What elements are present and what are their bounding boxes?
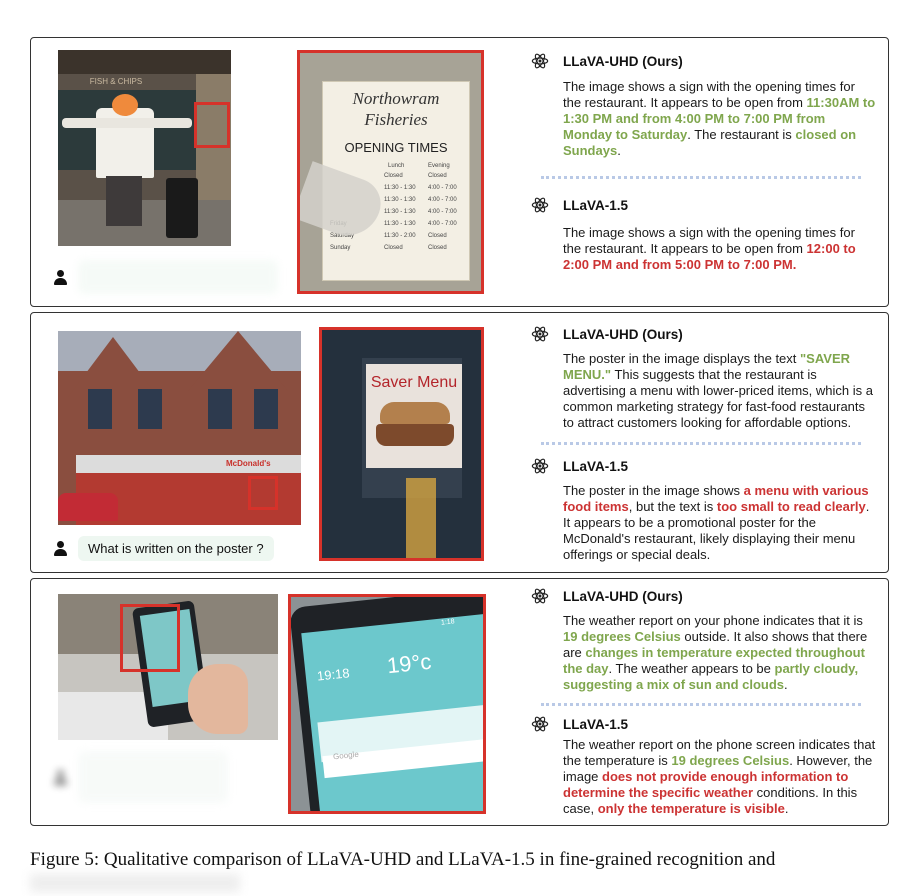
sign-cell: 11:30 - 2:00 <box>384 233 416 239</box>
question-row <box>53 536 274 561</box>
sign-cell: Closed <box>384 173 403 179</box>
correct-span: changes in temperature expected throughout the day <box>563 645 865 676</box>
zoomed-crop-opening-times <box>297 50 484 294</box>
correct-span: closed on Sundays <box>563 127 857 158</box>
sign-row <box>330 245 470 257</box>
answer-llava-uhd <box>531 585 876 693</box>
wrong-span: only the temperature is visible <box>597 801 785 816</box>
atom-icon <box>531 457 555 475</box>
sign-cell: Closed <box>428 173 447 179</box>
correct-span: "SAVER MENU." <box>563 351 851 382</box>
sign-cell: 11:30 - 1:30 <box>384 221 416 227</box>
question-bubble <box>78 751 228 803</box>
correct-span: 19 degrees Celsius <box>563 629 681 644</box>
model-name: LLaVA-1.5 <box>563 197 629 213</box>
user-icon <box>53 541 68 556</box>
status-time: 1:18 <box>440 618 455 627</box>
phone-search: Google <box>332 749 360 762</box>
answer-divider <box>541 703 861 706</box>
sign-cell: 4:00 - 7:00 <box>428 209 457 215</box>
correct-span: 11:30AM to 1:30 PM and from 4:00 PM to 7:00 PM from Monday to Saturday <box>563 95 876 142</box>
answer-llava-uhd <box>531 323 876 431</box>
source-image-fish-shop <box>58 50 231 246</box>
answer-text <box>563 483 876 563</box>
sign-col-evening: Evening <box>428 163 450 169</box>
atom-icon <box>531 196 555 214</box>
question-bubble <box>78 260 278 294</box>
text-span: The poster in the image displays the text <box>563 351 801 366</box>
sign-cell: 11:30 - 1:30 <box>384 197 416 203</box>
model-name: LLaVA-1.5 <box>563 458 629 474</box>
source-image-phone <box>58 594 278 740</box>
figure-caption: Figure 5: Qualitative comparison of LLaVA-UHD and LLaVA-1.5 in fine-grained recognition and <box>30 849 776 870</box>
wrong-span: 12:00 to 2:00 PM and from 5:00 PM to 7:00 PM. <box>563 241 856 272</box>
text-span: . However, the image <box>563 753 873 784</box>
caption-continuation <box>30 874 240 892</box>
user-icon <box>53 770 68 785</box>
answer-llava-uhd <box>531 50 876 159</box>
store-sign: McDonald's <box>226 459 271 468</box>
wrong-span: too small to read clearly <box>716 499 866 514</box>
text-span: , but the text is <box>628 499 717 514</box>
model-name: LLaVA-UHD (Ours) <box>563 53 683 69</box>
example-panel-1 <box>30 37 889 307</box>
sign-cell: Closed <box>384 245 403 251</box>
question-bubble: What is written on the poster ? <box>78 536 274 561</box>
text-span: conditions. In this case, <box>563 785 858 816</box>
sign-cell: Sunday <box>330 245 351 251</box>
answer-text <box>563 79 876 159</box>
answer-llava-1-5 <box>531 713 876 817</box>
shop-sign: FISH & CHIPS <box>89 77 143 86</box>
phone-time: 19:18 <box>316 665 351 684</box>
highlight-box <box>194 102 230 148</box>
wrong-span: a menu with various food items <box>563 483 869 514</box>
text-span: . <box>784 801 789 816</box>
zoomed-crop-poster <box>319 327 484 561</box>
text-span: The poster in the image shows <box>563 483 744 498</box>
zoomed-crop-weather <box>288 594 486 814</box>
sign-cell: 4:00 - 7:00 <box>428 197 457 203</box>
highlight-box <box>120 604 180 672</box>
answer-divider <box>541 442 861 445</box>
question-row <box>53 751 228 803</box>
example-panel-3 <box>30 578 889 826</box>
atom-icon <box>531 52 555 70</box>
example-panel-2 <box>30 312 889 573</box>
model-name: LLaVA-UHD (Ours) <box>563 588 683 604</box>
atom-icon <box>531 715 555 733</box>
text-span: . <box>617 143 621 158</box>
sign-col-lunch: Lunch <box>388 163 405 169</box>
answer-text <box>563 737 876 817</box>
text-span: The weather report on your phone indicates that it is <box>563 613 863 628</box>
correct-span: 19 degrees Celsius <box>671 753 790 768</box>
answer-llava-1-5 <box>531 194 876 273</box>
sign-cell: 4:00 - 7:00 <box>428 185 457 191</box>
sign-cell: 11:30 - 1:30 <box>384 185 416 191</box>
sign-heading: OPENING TIMES <box>344 140 448 155</box>
text-span: The image shows a sign with the opening times for the restaurant. It appears to be open from <box>563 79 855 110</box>
answer-divider <box>541 176 861 179</box>
text-span: The image shows a sign with the opening times for the restaurant. It appears to be open from <box>563 225 855 256</box>
model-name: LLaVA-UHD (Ours) <box>563 326 683 342</box>
text-span: . The restaurant is <box>687 127 796 142</box>
answer-llava-1-5 <box>531 455 876 563</box>
question-row <box>53 260 278 294</box>
model-name: LLaVA-1.5 <box>563 716 629 732</box>
answer-text <box>563 613 876 693</box>
sign-title-line2: Fisheries <box>364 110 428 129</box>
sign-cell: 11:30 - 1:30 <box>384 209 416 215</box>
text-span: . The weather appears to be <box>608 661 775 676</box>
text-span: This suggests that the restaurant is advertising a menu with lower-priced items, which is a common marketing strategy for fast-food restaurants to attract customers looking for affordable options. <box>563 367 873 430</box>
wrong-span: does not provide enough information to determine the specific weather <box>563 769 849 800</box>
atom-icon <box>531 325 555 343</box>
phone-temperature: 19°c <box>385 648 433 679</box>
sign-cell: Closed <box>428 245 447 251</box>
atom-icon <box>531 587 555 605</box>
text-span: . It appears to be a promotional poster for the McDonald's restaurant, likely displaying their menu offerings or special deals. <box>563 499 870 562</box>
correct-span: partly cloudy, suggesting a mix of sun and clouds <box>563 661 859 692</box>
source-image-mcdonalds <box>58 331 301 525</box>
sign-cell: Saturday <box>330 233 355 239</box>
sign-title-line1: Northowram <box>352 89 440 108</box>
text-span: . <box>784 677 788 692</box>
poster-text: Saver Menu <box>370 374 458 391</box>
text-span: outside. It also shows that there are <box>563 629 868 660</box>
sign-cell: Closed <box>428 233 447 239</box>
highlight-box <box>248 476 278 510</box>
answer-text <box>563 225 876 273</box>
text-span: The weather report on the phone screen indicates that the temperature is <box>563 737 876 768</box>
sign-cell: 4:00 - 7:00 <box>428 221 457 227</box>
answer-text <box>563 351 876 431</box>
user-icon <box>53 270 68 285</box>
